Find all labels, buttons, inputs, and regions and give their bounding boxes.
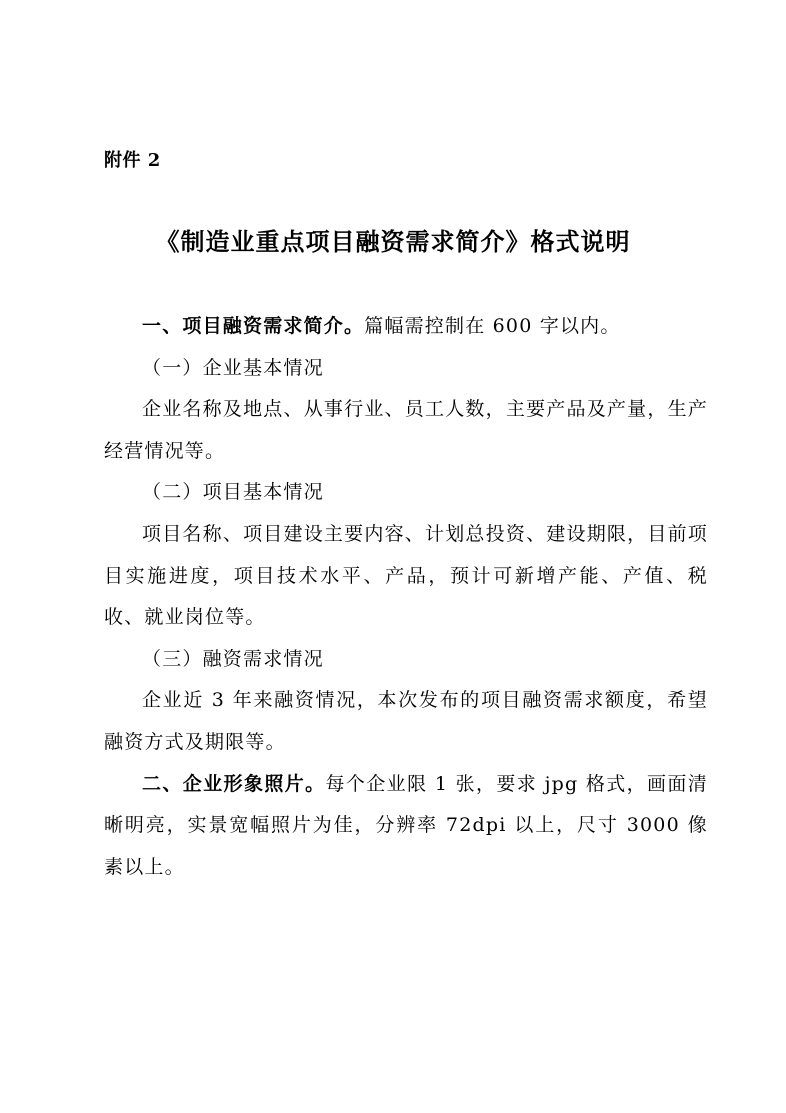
section-1-paragraph [104, 306, 708, 348]
section-1-heading: 一、项目融资需求简介。 [142, 315, 365, 337]
section-2-paragraph [104, 764, 708, 889]
section-1-text: 篇幅需控制在 600 字以内。 [364, 315, 621, 337]
section-2-text: 每个企业限 1 张，要求 jpg 格式，画面清晰明亮，实景宽幅照片为佳，分辨率 72dpi 以上，尺寸 3000 像素以上。 [104, 772, 708, 878]
subsection-3-text: 企业近 3 年来融资情况，本次发布的项目融资需求额度，希望融资方式及期限等。 [104, 689, 708, 753]
document-body [104, 306, 708, 888]
subsection-2-text: 项目名称、项目建设主要内容、计划总投资、建设期限，目前项目实施进度，项目技术水平、产品，预计可新增产能、产值、税收、就业岗位等。 [104, 522, 708, 629]
document-title: 《制造业重点项目融资需求简介》格式说明 [155, 227, 631, 256]
subsection-3-heading: （三）融资需求情况 [142, 647, 324, 670]
subsection-1-text: 企业名称及地点、从事行业、员工人数，主要产品及产量，生产经营情况等。 [104, 398, 708, 462]
attachment-label: 附件 2 [104, 150, 161, 171]
subsection-1-heading: （一）企业基本情况 [142, 356, 324, 379]
subsection-2-heading: （二）项目基本情况 [142, 481, 324, 504]
section-2-heading: 二、企业形象照片。 [142, 772, 326, 795]
